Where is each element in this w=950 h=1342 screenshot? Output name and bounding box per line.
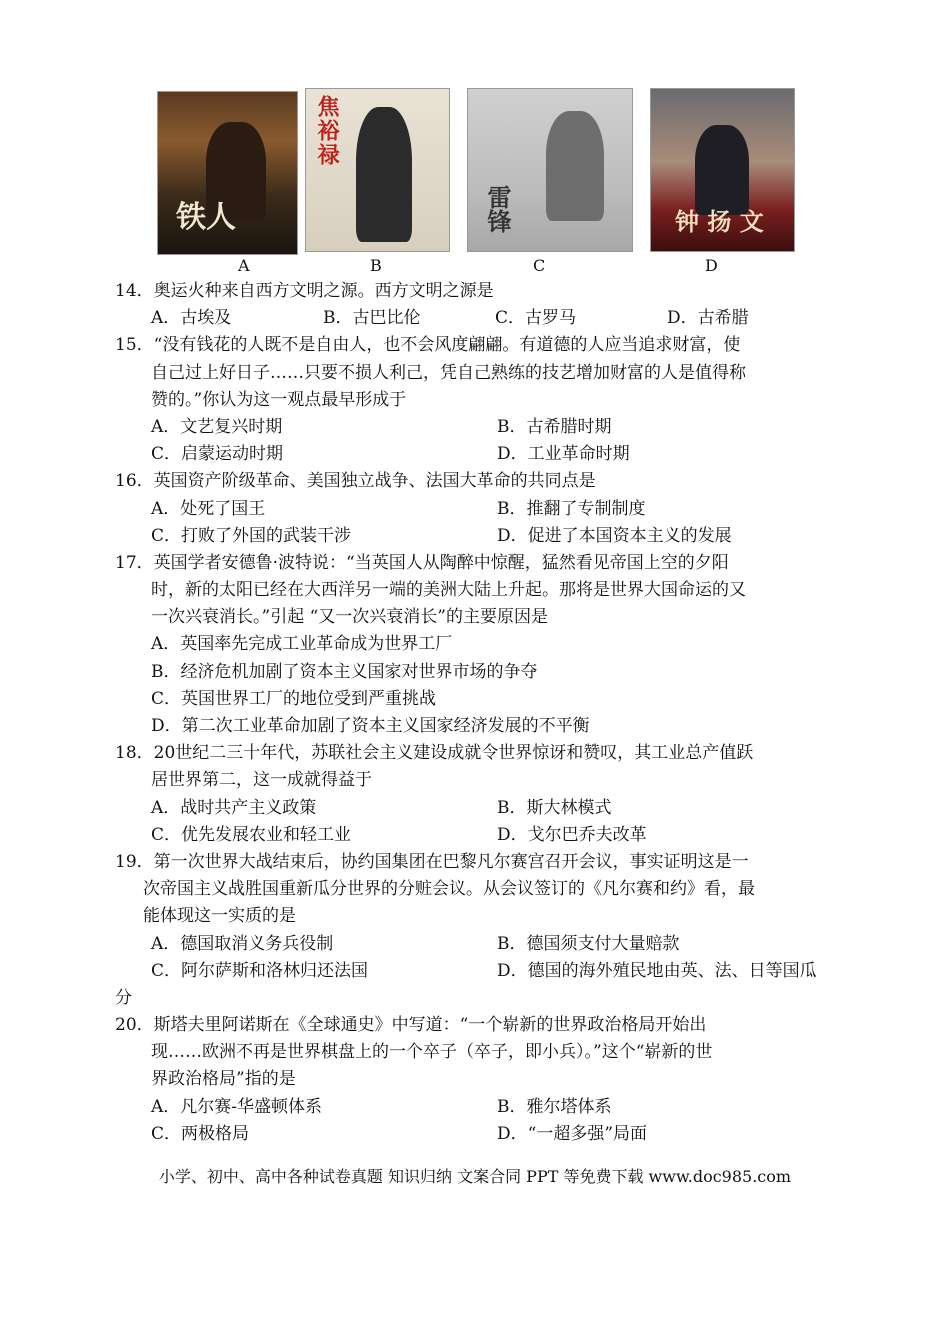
q14-options (115, 305, 845, 332)
option: D．戈尔巴乔夫改革 (497, 824, 647, 845)
option: A．处死了国王 (151, 498, 266, 519)
option: D．“一超多强”局面 (497, 1123, 648, 1144)
q17-stem-line: 17．英国学者安德鲁·波特说：“当英国人从陶醉中惊醒，猛然看见帝国上空的夕阳 (115, 552, 729, 573)
q19-options-row (115, 931, 845, 958)
option: C．古罗马 (495, 308, 577, 329)
question-text (115, 278, 845, 1148)
q19-stem-line: 次帝国主义战胜国重新瓜分世界的分赃会议。从会议签订的《凡尔赛和约》看，最 (143, 879, 755, 900)
q19-options-row (115, 958, 845, 985)
option: A．战时共产主义政策 (151, 797, 317, 818)
poster-label-c: C (533, 256, 546, 275)
option: B．推翻了专制制度 (497, 498, 646, 519)
option: B．经济危机加剧了资本主义国家对世界市场的争夺 (151, 661, 538, 682)
q17-stem-line: 一次兴衰消长。”引起 “又一次兴衰消长”的主要原因是 (151, 607, 548, 628)
option: A．凡尔赛-华盛顿体系 (151, 1096, 323, 1117)
poster-b-image (305, 88, 450, 252)
q15-stem-line: 赞的。”你认为这一观点最早形成于 (151, 389, 407, 410)
poster-figure (356, 107, 412, 242)
poster-title: 雷锋 (483, 185, 512, 233)
poster-figure (546, 111, 604, 221)
option: D．工业革命时期 (497, 444, 630, 465)
q18-options-row (115, 795, 845, 822)
q15-stem-line: 自己过上好日子……只要不损人利己，凭自己熟练的技艺增加财富的人是值得称 (151, 362, 746, 383)
option: A．文艺复兴时期 (151, 416, 283, 437)
option: D．促进了本国资本主义的发展 (497, 525, 732, 546)
q18-options-row (115, 822, 845, 849)
option: C．阿尔萨斯和洛林归还法国 (151, 960, 369, 981)
q18-stem-line: 居世界第二，这一成就得益于 (151, 770, 372, 791)
poster-label-d: D (705, 256, 718, 275)
poster-d-image (650, 88, 795, 252)
q16-options-row (115, 496, 845, 523)
q19-stem-line: 19．第一次世界大战结束后，协约国集团在巴黎凡尔赛宫召开会议，事实证明这是一 (115, 851, 749, 872)
option: C．启蒙运动时期 (151, 444, 284, 465)
option: B．德国须支付大量赔款 (497, 933, 680, 954)
poster-title: 铁人 (176, 200, 236, 235)
option: B．雅尔塔体系 (497, 1096, 612, 1117)
q16-stem: 16．英国资产阶级革命、美国独立战争、法国大革命的共同点是 (115, 471, 596, 492)
page-footer: 小学、初中、高中各种试卷真题 知识归纳 文案合同 PPT 等免费下载 www.doc985.com (158, 1167, 792, 1186)
q15-options-row (115, 414, 845, 441)
poster-label-a: A (238, 256, 250, 275)
q19-stem-line: 能体现这一实质的是 (143, 906, 296, 927)
poster-c-image (467, 88, 633, 252)
q18-stem-line: 18．20世纪二三十年代，苏联社会主义建设成就令世界惊讶和赞叹，其工业总产值跃 (115, 743, 754, 764)
q19-option-wrap: 分 (115, 987, 132, 1008)
q20-options-row (115, 1094, 845, 1121)
option: C．英国世界工厂的地位受到严重挑战 (151, 688, 437, 709)
option: D．德国的海外殖民地由英、法、日等国瓜 (497, 960, 817, 981)
q17-stem-line: 时，新的太阳已经在大西洋另一端的美洲大陆上升起。那将是世界大国命运的又 (151, 580, 746, 601)
option: C．优先发展农业和轻工业 (151, 824, 352, 845)
poster-title: 钟 扬 文 (675, 207, 764, 236)
q20-options-row (115, 1121, 845, 1148)
q15-stem-line: 15．“没有钱花的人既不是自由人，也不会风度翩翩。有道德的人应当追求财富，使 (115, 335, 741, 356)
option: A．古埃及 (151, 308, 232, 329)
q20-stem-line: 界政治格局”指的是 (151, 1069, 296, 1090)
option: C．打败了外国的武装干涉 (151, 525, 352, 546)
q20-stem-line: 现……欧洲不再是世界棋盘上的一个卒子（卒子，即小兵）。”这个“崭新的世 (151, 1042, 713, 1063)
option: A．英国率先完成工业革命成为世界工厂 (151, 634, 453, 655)
q14-stem: 14．奥运火种来自西方文明之源。西方文明之源是 (115, 281, 494, 301)
poster-a-image (157, 91, 298, 255)
option: B．斯大林模式 (497, 797, 612, 818)
option: A．德国取消义务兵役制 (151, 933, 334, 954)
option: B．古巴比伦 (323, 308, 421, 329)
option: B．古希腊时期 (497, 416, 612, 437)
poster-label-b: B (370, 256, 382, 275)
q16-options-row (115, 523, 845, 550)
poster-row (0, 88, 950, 275)
option: D．第二次工业革命加剧了资本主义国家经济发展的不平衡 (151, 716, 590, 736)
option: C．两极格局 (151, 1123, 250, 1144)
poster-title: 焦裕禄 (314, 95, 340, 167)
q20-stem-line: 20．斯塔夫里阿诺斯在《全球通史》中写道：“一个崭新的世界政治格局开始出 (115, 1015, 707, 1036)
q15-options-row (115, 441, 845, 468)
option: D．古希腊 (667, 308, 749, 329)
